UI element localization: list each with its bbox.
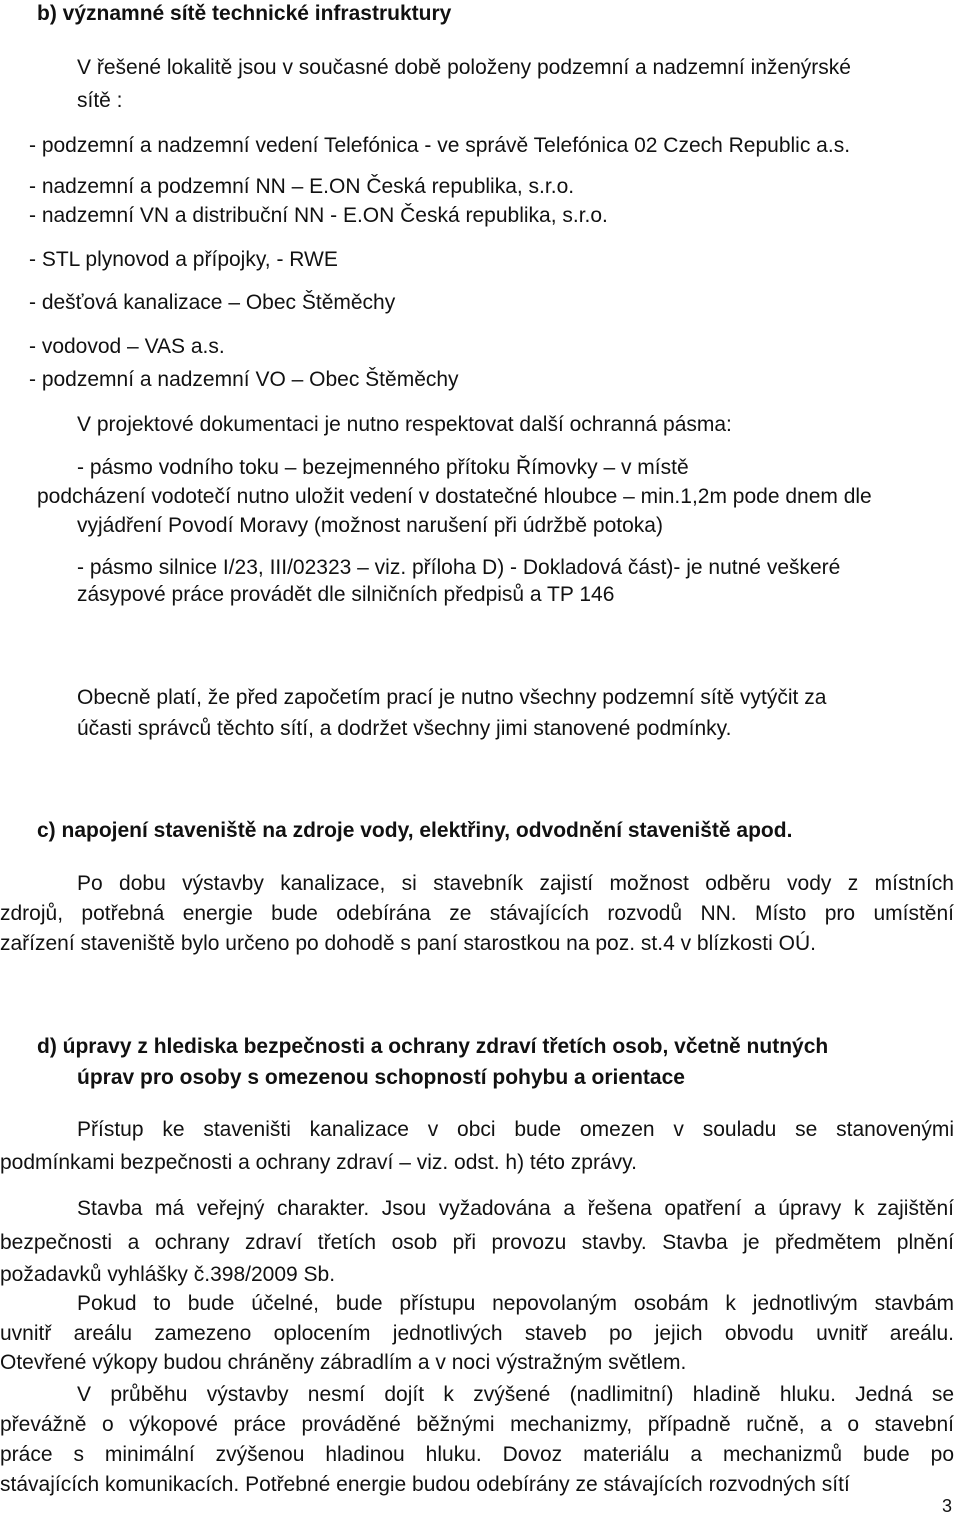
section-d-title-line-1: d) úpravy z hlediska bezpečnosti a ochrany zdraví třetích osob, včetně nutných xyxy=(37,1035,829,1058)
network-item: - dešťová kanalizace – Obec Štěměchy xyxy=(29,291,396,314)
section-d-p3-line-3: Otevřené výkopy budou chráněny zábradlím a v noci výstražným světlem. xyxy=(0,1351,687,1374)
section-b-intro-line-2: sítě : xyxy=(77,89,123,112)
section-c-paragraph-line-3: zařízení staveniště bylo určeno po dohodě s paní starostkou na poz. st.4 v blízkosti OÚ. xyxy=(0,932,816,955)
section-b-title: b) významné sítě technické infrastruktury xyxy=(37,2,452,25)
section-d-p4-line-3: práce s minimální zvýšenou hladinou hluku. Dovoz materiálu a mechanizmů bude po xyxy=(0,1443,954,1466)
protection-zones-intro: V projektové dokumentaci je nutno respektovat další ochranná pásma: xyxy=(77,413,732,436)
section-b-intro-line-1: V řešené lokalitě jsou v současné době položeny podzemní a nadzemní inženýrské xyxy=(77,56,851,79)
general-note-line-1: Obecně platí, že před započetím prací je nutno všechny podzemní sítě vytýčit za xyxy=(77,686,827,709)
zone-road-line-1: - pásmo silnice I/23, III/02323 – viz. příloha D) - Dokladová část)- je nutné veškeré xyxy=(77,556,841,579)
section-d-p3-line-1: Pokud to bude účelné, bude přístupu nepovolaným osobám k jednotlivým stavbám xyxy=(77,1292,954,1315)
general-note-line-2: účasti správců těchto sítí, a dodržet všechny jimi stanovené podmínky. xyxy=(77,717,732,740)
section-d-p1-line-1: Přístup ke staveništi kanalizace v obci bude omezen v souladu se stanovenými xyxy=(77,1118,954,1141)
network-item: - podzemní a nadzemní VO – Obec Štěměchy xyxy=(29,368,459,391)
zone-road-line-2: zásypové práce provádět dle silničních předpisů a TP 146 xyxy=(77,583,615,606)
page-number: 3 xyxy=(941,1496,952,1516)
section-c-paragraph-line-2: zdrojů, potřebná energie bude odebírána ze stávajících rozvodů NN. Místo pro umístění xyxy=(0,902,954,925)
zone-water-line-1: - pásmo vodního toku – bezejmenného přítoku Římovky – v místě xyxy=(77,456,689,479)
section-d-p1-line-2: podmínkami bezpečnosti a ochrany zdraví – viz. odst. h) této zprávy. xyxy=(0,1151,637,1174)
section-d-p2-line-1: Stavba má veřejný charakter. Jsou vyžadována a řešena opatření a úpravy k zajištění xyxy=(77,1197,954,1220)
section-d-p4-line-2: převážně o výkopové práce prováděné běžnými mechanizmy, případně ručně, a o stavební xyxy=(0,1413,954,1436)
section-d-p3-line-2: uvnitř areálu zamezeno oplocením jednotlivých staveb po jejich obvodu uvnitř areálu. xyxy=(0,1322,954,1345)
network-item: - vodovod – VAS a.s. xyxy=(29,335,225,358)
network-item: - nadzemní VN a distribuční NN - E.ON Česká republika, s.r.o. xyxy=(29,204,608,227)
section-d-p4-line-1: V průběhu výstavby nesmí dojít k zvýšené (nadlimitní) hladině hluku. Jedná se xyxy=(77,1383,954,1406)
network-item: - STL plynovod a přípojky, - RWE xyxy=(29,248,338,271)
section-c-paragraph-line-1: Po dobu výstavby kanalizace, si stavebník zajistí možnost odběru vody z místních xyxy=(77,872,954,895)
section-d-p2-line-2: bezpečnosti a ochrany zdraví třetích osob při provozu stavby. Stavba je předmětem plnění xyxy=(0,1231,954,1254)
section-d-title-line-2: úprav pro osoby s omezenou schopností pohybu a orientace xyxy=(77,1066,685,1089)
network-item: - nadzemní a podzemní NN – E.ON Česká republika, s.r.o. xyxy=(29,175,575,198)
zone-water-line-2: podcházení vodotečí nutno uložit vedení v dostatečné hloubce – min.1,2m pode dnem dle xyxy=(37,485,872,508)
section-d-p4-line-4: stávajících komunikacích. Potřebné energie budou odebírány ze stávajících rozvodných sítí xyxy=(0,1473,850,1496)
section-d-p2-line-3: požadavků vyhlášky č.398/2009 Sb. xyxy=(0,1263,336,1286)
network-item: - podzemní a nadzemní vedení Telefónica - ve správě Telefónica 02 Czech Republic a.s. xyxy=(29,134,851,157)
section-c-title: c) napojení staveniště na zdroje vody, elektřiny, odvodnění staveniště apod. xyxy=(37,819,793,842)
zone-water-line-3: vyjádření Povodí Moravy (možnost narušení při údržbě potoka) xyxy=(77,514,663,537)
